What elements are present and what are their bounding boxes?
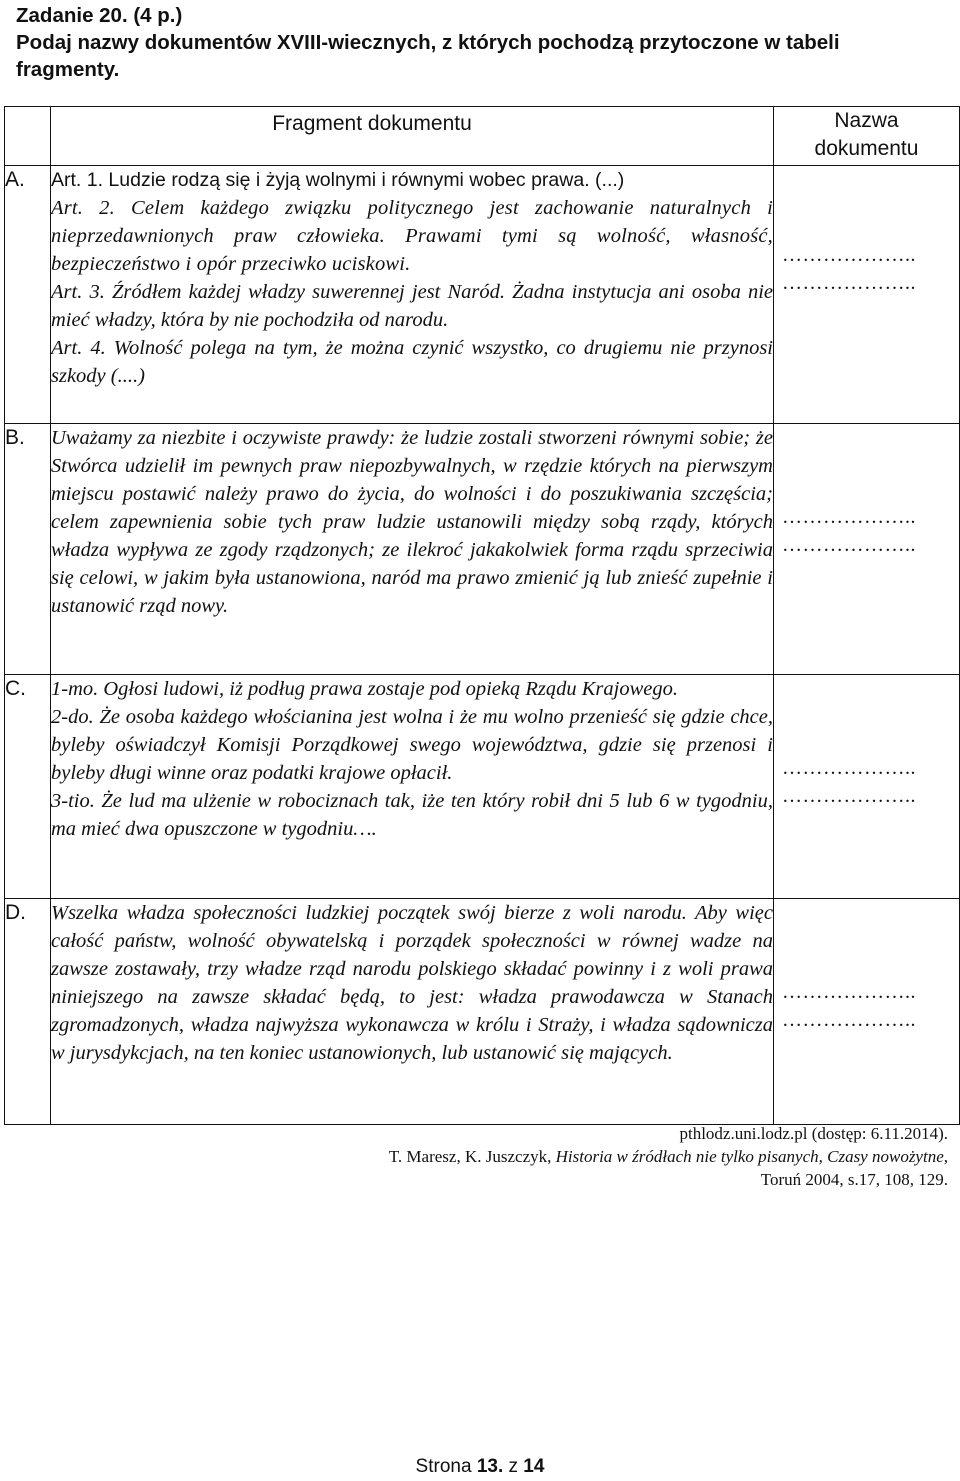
answer-line[interactable]: ……………….. xyxy=(782,506,916,528)
table-header-row xyxy=(5,107,960,166)
table-row xyxy=(5,899,960,1125)
page-number: Strona 13. z 14 xyxy=(415,1456,545,1477)
answer-line[interactable]: ……………….. xyxy=(782,757,916,779)
header-fragment: Fragment dokumentu xyxy=(51,107,774,166)
header-letter-cell xyxy=(5,107,51,166)
answer-cell[interactable] xyxy=(774,424,960,675)
fragment-text: 1-mo. Ogłosi ludowi, iż podług prawa zostaje pod opieką Rządu Krajowego. 2-do. Że osoba każdego włościanina jest wolna i że mu wolno przenieść się gdzie chce, byleby oświadczył Komisji Porządkowej swego województwa, gdzie się przenosi i byleby długi winne oraz podatki krajowe opłacił. 3-tio. Że lud ma ulżenie w robociznach tak, iże ten który robił dni 5 lub 6 w tygodniu, ma mieć dwa opuszczone w tygodniu…. xyxy=(51,675,774,899)
table-row xyxy=(5,675,960,899)
fragment-text: Wszelka władza społeczności ludzkiej początek swój bierze z woli narodu. Aby więc całość państw, wolność obywatelską i porządek społeczności w równej wadze na zawsze zostawały, trzy władze rząd narodu polskiego składać powinny i z woli prawa niniejszego na zawsze składać będą, to jest: władza prawodawcza w Stanach zgromadzonych, władza najwyższa wykonawcza w królu i Straży, i władza sądownicza w jurysdykcjach, na ten koniec ustanowionych, lub ustanowić się mających. xyxy=(51,899,774,1125)
task-instruction-line1: Podaj nazwy dokumentów XVIII-wiecznych, z których pochodzą przytoczone w tabeli xyxy=(16,31,840,54)
source-citation-3: Toruń 2004, s.17, 108, 129. xyxy=(760,1170,948,1189)
source-citation-2: T. Maresz, K. Juszczyk, Historia w źródłach nie tylko pisanych, Czasy nowożytne, xyxy=(388,1147,948,1166)
source-citation-1: pthlodz.uni.lodz.pl (dostęp: 6.11.2014). xyxy=(679,1124,948,1143)
task-header xyxy=(16,2,946,83)
row-letter: A. xyxy=(5,166,51,424)
answer-line[interactable]: ……………….. xyxy=(782,981,916,1003)
answer-line[interactable]: ……………….. xyxy=(782,785,916,807)
answer-line[interactable]: ……………….. xyxy=(782,534,916,556)
row-letter: C. xyxy=(5,675,51,899)
fragment-text: Uważamy za niezbite i oczywiste prawdy: że ludzie zostali stworzeni równymi sobie; że Stwórca udzielił im pewnych praw niepozbywalnych, w rzędzie których na pierwszym miejscu postawić należy prawo do życia, do wolności i do poszukiwania szczęścia; celem zapewnienia sobie tych praw ludzie ustanowili między sobą rządy, których władza wypływa ze zgody rządzonych; ze ilekroć jakakolwiek forma rządu sprzeciwia się celowi, w jakim była ustanowiona, naród ma prawo zmienić ją lub znieść zupełnie i ustanowić rząd nowy. xyxy=(51,424,774,675)
answer-cell[interactable] xyxy=(774,675,960,899)
task-title: Zadanie 20. (4 p.) xyxy=(16,4,183,27)
answer-line[interactable]: ……………….. xyxy=(782,272,916,294)
table-row xyxy=(5,166,960,424)
row-letter: D. xyxy=(5,899,51,1125)
header-document-name: Nazwa dokumentu xyxy=(774,107,960,166)
answer-cell[interactable] xyxy=(774,899,960,1125)
table-row xyxy=(5,424,960,675)
answer-line[interactable]: ……………….. xyxy=(782,244,916,266)
documents-table xyxy=(4,106,960,1125)
row-letter: B. xyxy=(5,424,51,675)
answer-line[interactable]: ……………….. xyxy=(782,1009,916,1031)
answer-cell[interactable] xyxy=(774,166,960,424)
fragment-text: Art. 1. Ludzie rodzą się i żyją wolnymi i równymi wobec prawa. (...) Art. 2. Celem każdego związku politycznego jest zachowanie naturalnych i nieprzedawnionych praw człowieka. Prawami tymi są wolność, własność, bezpieczeństwo i opór przeciwko uciskowi. Art. 3. Źródłem każdej władzy suwerennej jest Naród. Żadna instytucja ani osoba nie mieć władzy, która by nie pochodziła od narodu. Art. 4. Wolność polega na tym, że można czynić wszystko, co drugiemu nie przynosi szkody (....) xyxy=(51,166,774,424)
task-instruction-line2: fragmenty. xyxy=(16,58,120,81)
